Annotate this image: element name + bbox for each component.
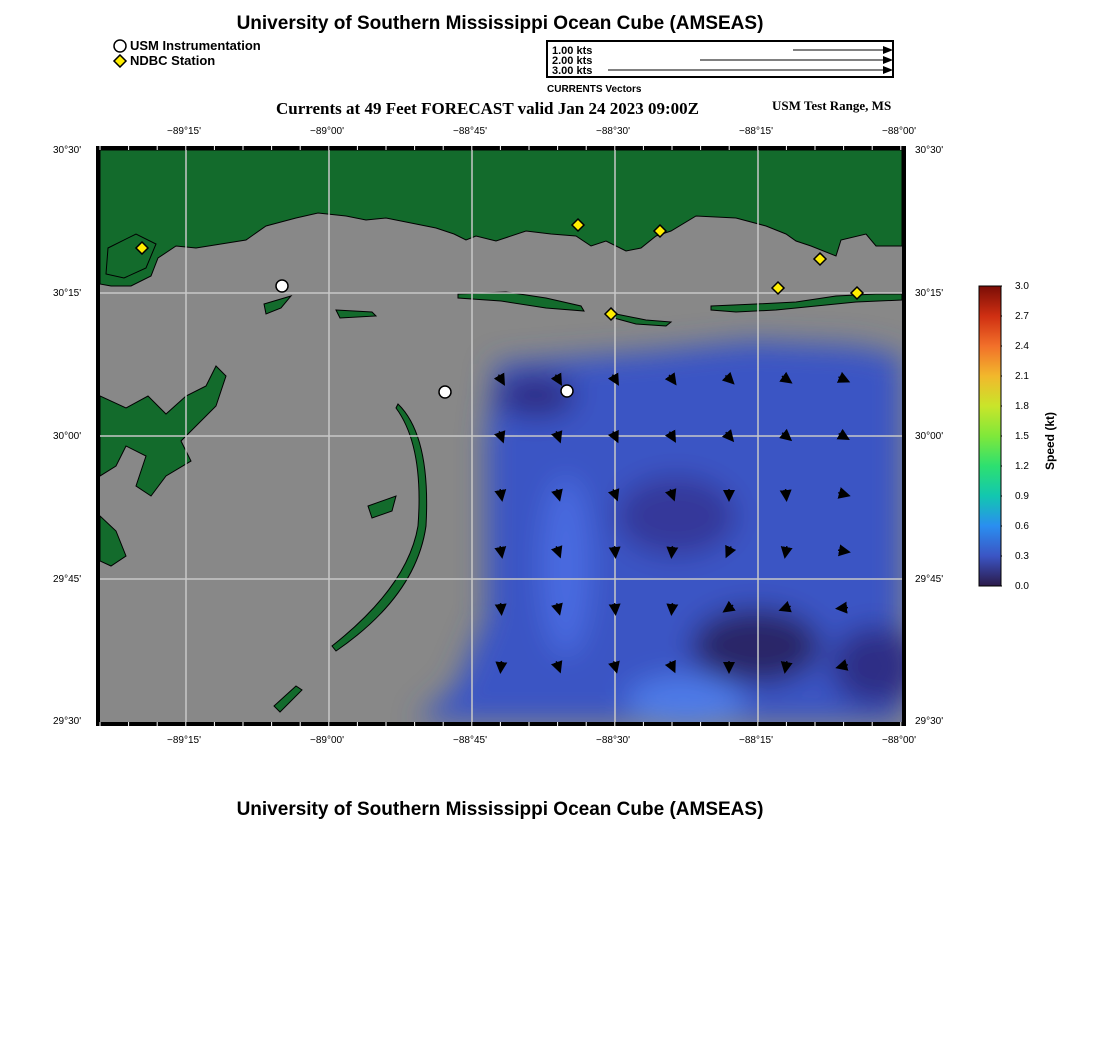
current-vector-arrow	[672, 603, 673, 613]
lat-tick-left: 30°30'	[53, 145, 82, 156]
current-vector-arrow	[838, 608, 848, 609]
lon-tick-top: −89°00'	[310, 126, 344, 137]
lon-tick-bottom: −88°30'	[596, 735, 630, 746]
lon-tick-bottom: −88°00'	[882, 735, 916, 746]
map-subtitle: Currents at 49 Feet FORECAST valid Jan 24 2023 09:00Z	[276, 99, 699, 118]
current-vector-arrow	[501, 603, 502, 613]
ndbc-legend-item	[112, 53, 215, 68]
colorbar-tick: 2.7	[1015, 311, 1029, 322]
usm-legend-item	[112, 38, 261, 53]
usm-circle-icon	[112, 39, 128, 53]
footer-title: University of Southern Mississippi Ocean Cube (AMSEAS)	[236, 799, 764, 820]
lon-tick-bottom: −89°15'	[167, 735, 201, 746]
usm-instrument-marker	[276, 280, 288, 292]
lon-tick-bottom: −88°45'	[453, 735, 487, 746]
vector-label-3: 3.00 kts	[552, 65, 593, 77]
lat-tick-right: 30°30'	[915, 145, 944, 156]
colorbar-tick: 1.8	[1015, 401, 1029, 412]
colorbar-tick: 0.6	[1015, 521, 1029, 532]
colorbar-tick: 2.1	[1015, 371, 1029, 382]
colorbar-tick: 1.2	[1015, 461, 1029, 472]
lat-tick-right: 30°15'	[915, 288, 944, 299]
speed-colorbar	[978, 285, 1002, 587]
colorbar-tick: 0.0	[1015, 581, 1029, 592]
lon-tick-bottom: −89°00'	[310, 735, 344, 746]
region-label: USM Test Range, MS	[772, 98, 892, 113]
lon-tick-top: −88°30'	[596, 126, 630, 137]
current-vector-arrow	[786, 489, 787, 499]
lat-tick-left: 30°15'	[53, 288, 82, 299]
colorbar-tick: 0.9	[1015, 491, 1029, 502]
vector-scale-legend	[546, 40, 894, 78]
lat-tick-right: 29°45'	[915, 574, 944, 585]
colorbar-title: Speed (kt)	[1043, 411, 1057, 470]
current-vector-arrow	[615, 546, 616, 556]
lon-tick-top: −88°00'	[882, 126, 916, 137]
vector-legend-caption: CURRENTS Vectors	[547, 84, 642, 95]
lat-tick-right: 29°30'	[915, 716, 944, 727]
ndbc-legend-label: NDBC Station	[130, 53, 216, 68]
usm-instrument-marker	[561, 385, 573, 397]
colorbar-tick: 2.4	[1015, 341, 1029, 352]
page-title: University of Southern Mississippi Ocean Cube (AMSEAS)	[236, 13, 764, 34]
current-vector-arrow	[501, 661, 502, 671]
colorbar-tick: 1.5	[1015, 431, 1029, 442]
lon-tick-top: −88°45'	[453, 126, 487, 137]
current-vector-arrow	[672, 546, 673, 556]
lat-tick-left: 29°45'	[53, 574, 82, 585]
lon-tick-bottom: −88°15'	[739, 735, 773, 746]
vector-label-1: 1.00 kts	[552, 45, 593, 57]
lat-tick-left: 29°30'	[53, 716, 82, 727]
current-vector-arrow	[615, 603, 616, 613]
lon-tick-top: −89°15'	[167, 126, 201, 137]
colorbar-tick: 0.3	[1015, 551, 1029, 562]
lat-tick-left: 30°00'	[53, 431, 82, 442]
lat-tick-right: 30°00'	[915, 431, 944, 442]
ocean-current-map	[96, 146, 908, 726]
colorbar-tick: 3.0	[1015, 281, 1029, 292]
vector-label-2: 2.00 kts	[552, 55, 593, 67]
ndbc-diamond-icon	[112, 54, 128, 68]
lon-tick-top: −88°15'	[739, 126, 773, 137]
usm-legend-label: USM Instrumentation	[130, 38, 261, 53]
vector-scale-arrows	[548, 42, 894, 78]
usm-instrument-marker	[439, 386, 451, 398]
